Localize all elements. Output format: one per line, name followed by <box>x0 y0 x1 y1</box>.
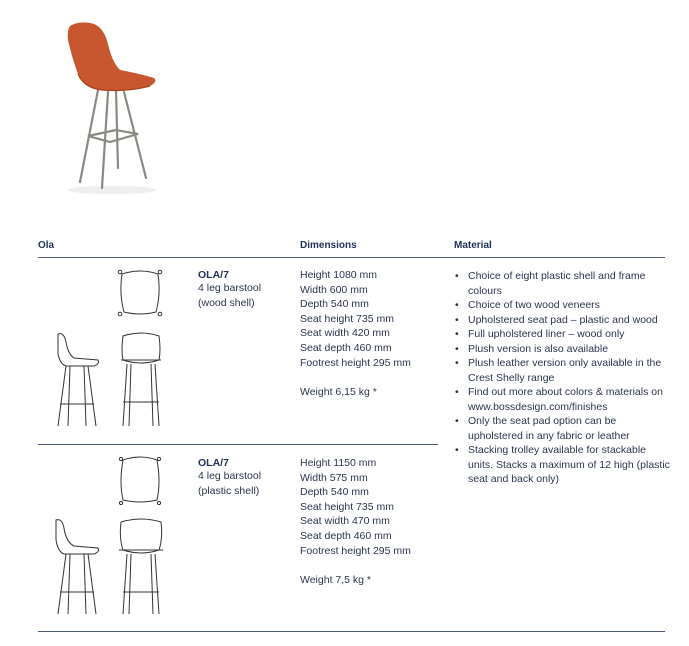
material-item: • Upholstered seat pad – plastic and wood <box>454 313 674 328</box>
product-name-heading: Ola <box>38 240 55 251</box>
front-view-drawing <box>115 330 167 430</box>
dimension-seat-width: Seat width 420 mm <box>300 327 390 340</box>
front-view-drawing-2 <box>115 516 167 618</box>
variant-2-desc: 4 leg barstool <box>198 470 262 482</box>
variant-2-dimensions <box>300 456 411 587</box>
dimension-width: Width 600 mm <box>300 283 368 296</box>
material-list <box>454 269 674 487</box>
top-view-drawing-2 <box>115 454 165 508</box>
variant-1-model: OLA/7 <box>198 269 229 281</box>
bottom-divider <box>38 631 665 632</box>
dimensions-heading: Dimensions <box>300 240 357 251</box>
dimension-footrest-height: Footrest height 295 mm <box>300 544 411 557</box>
variant-1-info <box>198 269 261 310</box>
row-divider <box>38 444 438 445</box>
dimension-height: Height 1150 mm <box>300 457 377 469</box>
variant-2-desc-material: (plastic shell) <box>198 484 260 497</box>
material-item: • Plush version is also available <box>454 342 674 357</box>
dimension-seat-height: Seat height 735 mm <box>300 312 394 325</box>
material-item: • Full upholstered liner – wood only <box>454 327 674 342</box>
side-view-drawing <box>50 330 105 430</box>
dimension-seat-width: Seat width 470 mm <box>300 515 390 528</box>
dimension-seat-height: Seat height 735 mm <box>300 500 394 513</box>
dimension-depth: Depth 540 mm <box>300 486 369 499</box>
dimension-seat-depth: Seat depth 460 mm <box>300 529 392 542</box>
product-photo <box>50 18 170 196</box>
top-view-drawing <box>115 266 165 320</box>
material-item: • Find out more about colors & materials on www.bossdesign.com/finishes <box>454 385 674 414</box>
variant-2-weight: Weight 7,5 kg * <box>300 573 372 586</box>
variant-1-desc: 4 leg barstool <box>198 282 262 294</box>
material-item: • Only the seat pad option can be upholstered in any fabric or leather <box>454 414 674 443</box>
variant-1-desc-material: (wood shell) <box>198 296 255 309</box>
material-item: • Choice of two wood veneers <box>454 298 674 313</box>
dimension-depth: Depth 540 mm <box>300 298 369 311</box>
material-item: • Choice of eight plastic shell and frame colours <box>454 269 674 298</box>
material-heading: Material <box>454 240 492 251</box>
material-item: • Plush leather version only available in the Crest Shelly range <box>454 356 674 385</box>
side-view-drawing-2 <box>50 516 105 618</box>
dimension-seat-depth: Seat depth 460 mm <box>300 341 392 354</box>
material-item: • Stacking trolley available for stackable units. Stacks a maximum of 12 high (plastic seat and back only) <box>454 443 674 487</box>
dimension-width: Width 575 mm <box>300 471 368 484</box>
dimension-footrest-height: Footrest height 295 mm <box>300 356 411 369</box>
variant-1-dimensions <box>300 268 411 399</box>
header-divider <box>38 257 665 258</box>
variant-2-info <box>198 457 261 498</box>
dimension-height: Height 1080 mm <box>300 269 378 281</box>
variant-2-model: OLA/7 <box>198 457 229 469</box>
variant-1-weight: Weight 6,15 kg * <box>300 385 377 398</box>
